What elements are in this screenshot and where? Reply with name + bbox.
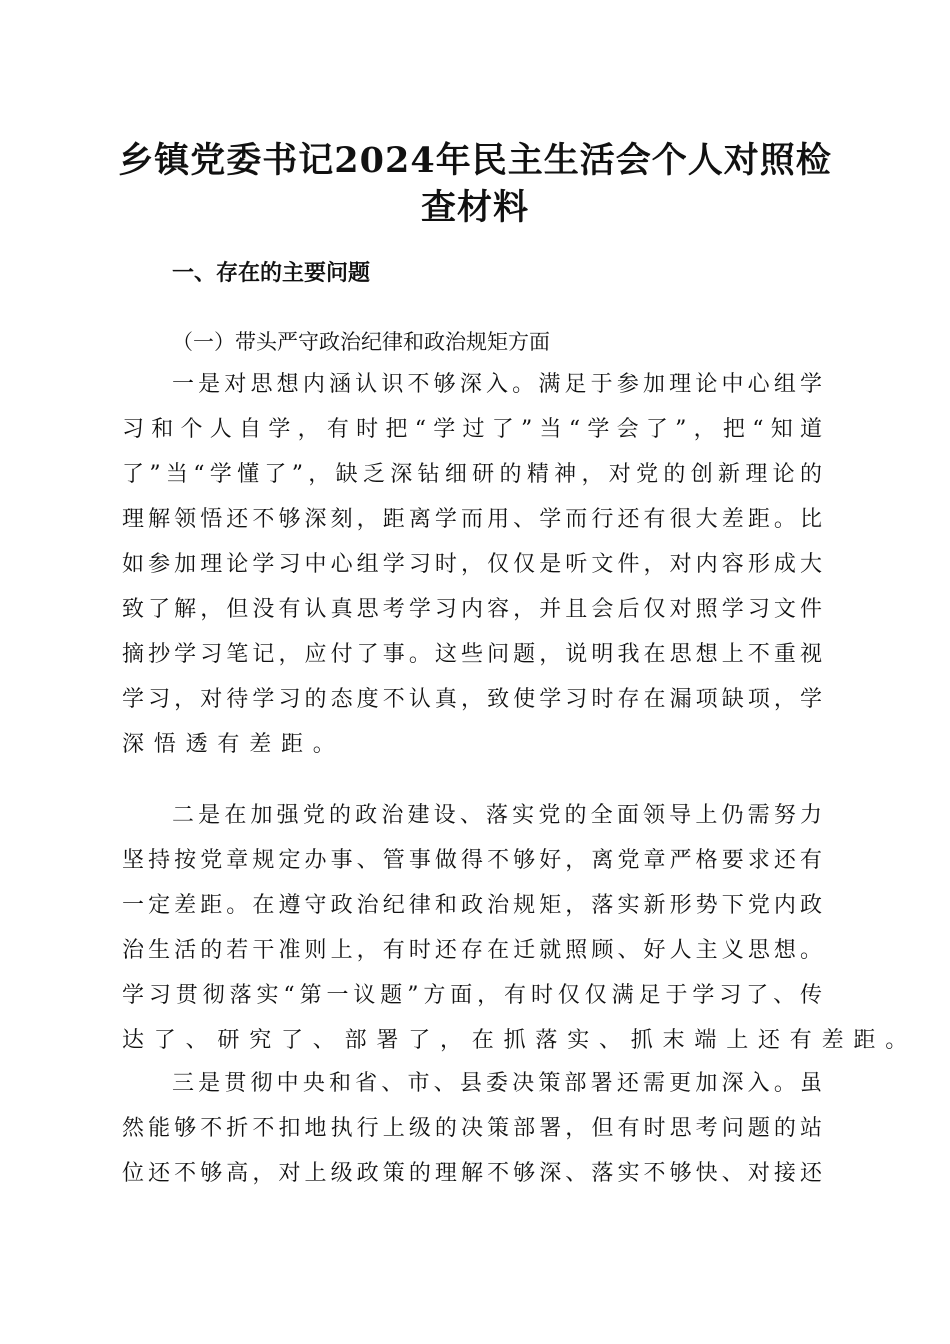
paragraph-1 <box>122 362 822 767</box>
paragraph-line: 治生活的若干准则上，有时还存在迁就照顾、好人主义思想。 <box>122 938 822 963</box>
paragraph-line: 坚持按党章规定办事、管事做得不够好，离党章严格要求还有 <box>122 848 822 873</box>
paragraph-line: 一定差距。在遵守政治纪律和政治规矩，落实新形势下党内政 <box>122 893 822 918</box>
paragraph-3 <box>122 1061 822 1196</box>
paragraph-line: 如参加理论学习中心组学习时，仅仅是听文件，对内容形成大 <box>122 552 822 577</box>
paragraph-line: 学习，对待学习的态度不认真，致使学习时存在漏项缺项，学 <box>122 687 822 712</box>
title-line-2: 查材料 <box>420 187 529 228</box>
paragraph-line: 学习贯彻落实“第一议题”方面，有时仅仅满足于学习了、传 <box>122 983 822 1008</box>
paragraph-line: 达了、研究了、部署了，在抓落实、抓末端上还有差距。 <box>122 1028 918 1053</box>
paragraph-line: 二是在加强党的政治建设、落实党的全面领导上仍需努力 <box>172 803 822 828</box>
document-title <box>100 137 850 231</box>
paragraph-line: 致了解，但没有认真思考学习内容，并且会后仅对照学习文件 <box>122 597 822 622</box>
title-line-1: 乡镇党委书记2024年民主生活会个人对照检 <box>118 140 832 181</box>
paragraph-line: 然能够不折不扣地执行上级的决策部署，但有时思考问题的站 <box>122 1116 822 1141</box>
paragraph-line: 理解领悟还不够深刻，距离学而用、学而行还有很大差距。比 <box>122 507 822 532</box>
paragraph-line: 深悟透有差距。 <box>122 732 345 757</box>
paragraph-line: 摘抄学习笔记，应付了事。这些问题，说明我在思想上不重视 <box>122 642 822 667</box>
paragraph-line: 一是对思想内涵认识不够深入。满足于参加理论中心组学 <box>172 372 822 397</box>
paragraph-line: 位还不够高，对上级政策的理解不够深、落实不够快、对接还 <box>122 1161 822 1186</box>
paragraph-line: 三是贯彻中央和省、市、县委决策部署还需更加深入。虽 <box>172 1071 822 1096</box>
paragraph-2 <box>122 793 918 1063</box>
subsection-heading: （一）带头严守政治纪律和政治规矩方面 <box>172 330 550 354</box>
paragraph-line: 了”当“学懂了”，缺乏深钻细研的精神，对党的创新理论的 <box>122 462 822 487</box>
section-heading: 一、存在的主要问题 <box>172 261 371 286</box>
paragraph-line: 习和个人自学，有时把“学过了”当“学会了”，把“知道 <box>122 417 822 442</box>
